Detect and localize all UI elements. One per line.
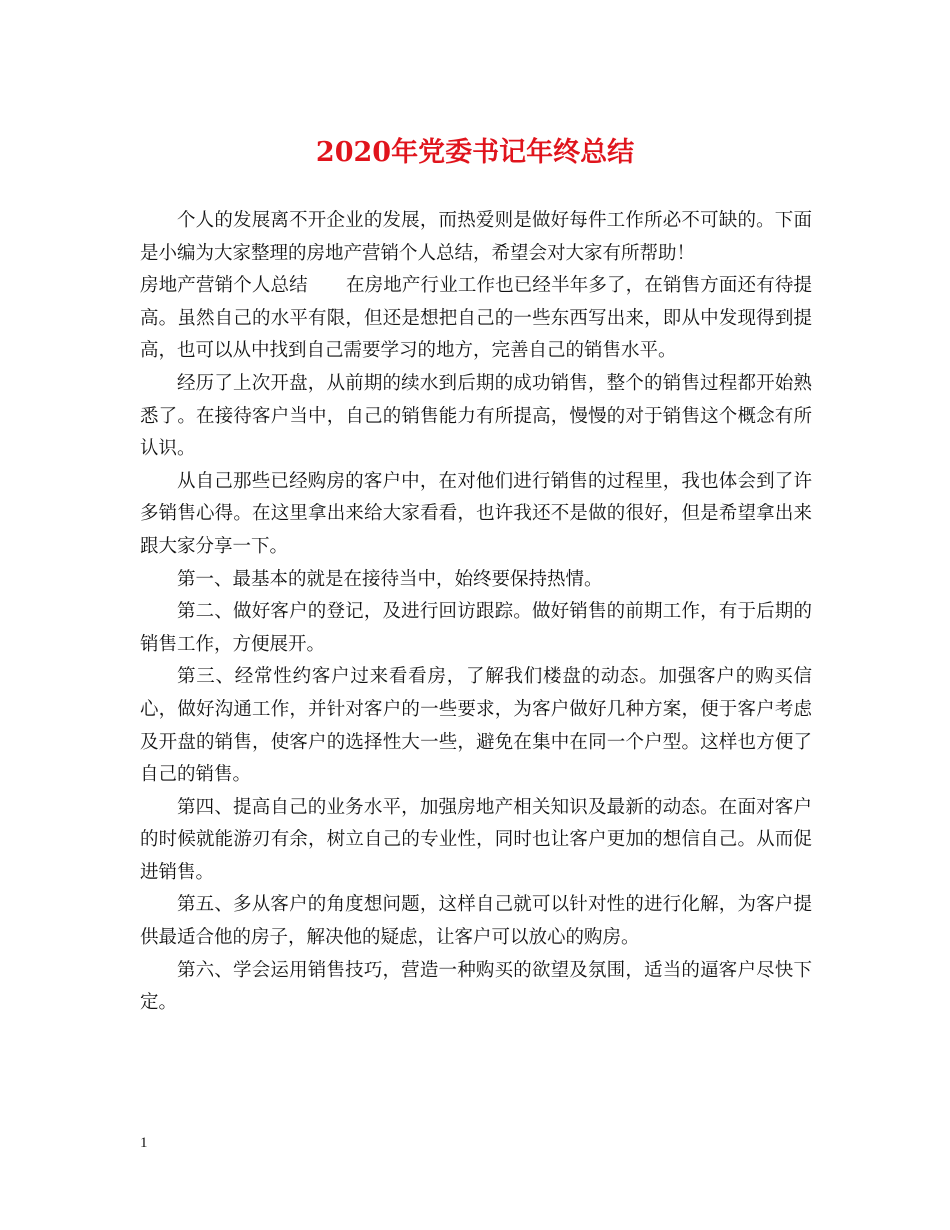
body-paragraph: 第六、学会运用销售技巧，营造一种购买的欲望及氛围，适当的逼客户尽快下定。 (140, 959, 812, 1014)
body-paragraph: 第二、做好客户的登记，及进行回访跟踪。做好销售的前期工作，有于后期的销售工作，方便展开。 (140, 601, 812, 655)
intro-paragraph: 个人的发展离不开企业的发展，而热爱则是做好每件工作所必不可缺的。下面是小编为大家整理的房地产营销个人总结，希望会对大家有所帮助！ (140, 210, 812, 264)
body-paragraph: 从自己那些已经购房的客户中，在对他们进行销售的过程里，我也体会到了许多销售心得。在这里拿出来给大家看看，也许我还不是做的很好，但是希望拿出来跟大家分享一下。 (140, 470, 812, 557)
page-number: 1 (140, 1135, 148, 1151)
section-first-text: 在房地产行业工作也已经半年多了，在销售方面还有待提高。虽然自己的水平有限，但还是想把自己的一些东西写出来，即从中发现得到提高，也可以从中找到自己需要学习的地方，完善自己的销售水平。 (140, 275, 812, 362)
document-title: 2020年党委书记年终总结 (315, 137, 635, 168)
body-paragraph: 第五、多从客户的角度想问题，这样自己就可以针对性的进行化解，为客户提供最适合他的房子，解决他的疑虑，让客户可以放心的购房。 (140, 894, 812, 949)
section-heading: 房地产营销个人总结 (140, 275, 308, 297)
body-paragraph: 第四、提高自己的业务水平，加强房地产相关知识及最新的动态。在面对客户的时候就能游刃有余，树立自己的专业性，同时也让客户更加的想信自己。从而促进销售。 (140, 796, 812, 883)
body-paragraph: 第三、经常性约客户过来看看房，了解我们楼盘的动态。加强客户的购买信心，做好沟通工作，并针对客户的一些要求，为客户做好几种方案，便于客户考虑及开盘的销售，使客户的选择性大一些，避免在集中在同一个户型。这样也方便了自己的销售。 (140, 666, 812, 786)
body-paragraph: 经历了上次开盘，从前期的续水到后期的成功销售，整个的销售过程都开始熟悉了。在接待客户当中，自己的销售能力有所提高，慢慢的对于销售这个概念有所认识。 (140, 372, 812, 460)
body-paragraph: 第一、最基本的就是在接待当中，始终要保持热情。 (177, 568, 603, 590)
section-paragraph (140, 270, 812, 368)
document-body (140, 205, 812, 1020)
